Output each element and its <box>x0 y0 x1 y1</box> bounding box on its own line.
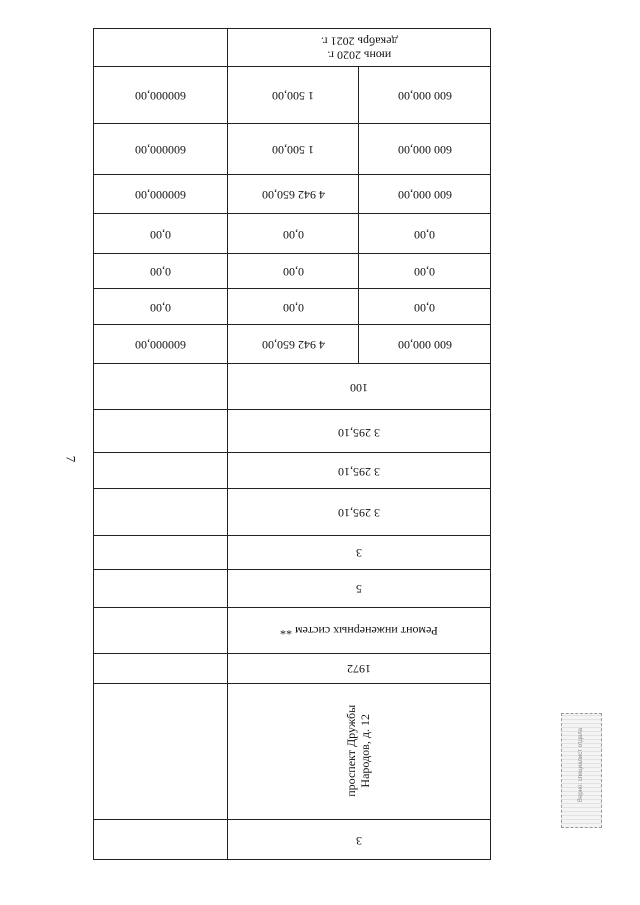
table-row <box>94 289 491 325</box>
stamp-text: Верно: специалист отдела <box>578 728 584 802</box>
period-start: июнь 2020 г. <box>327 48 391 63</box>
year-cell: 1972 <box>228 653 491 683</box>
table-row <box>94 364 491 410</box>
table-row <box>94 410 491 453</box>
table-row <box>94 214 491 254</box>
address-cell <box>228 683 491 819</box>
table-row <box>94 489 491 535</box>
table-cell: 0,00 <box>359 289 491 325</box>
table-cell: 100 <box>228 364 491 410</box>
table-row <box>94 569 491 607</box>
empty-cell <box>94 653 228 683</box>
document-table <box>93 28 491 860</box>
table-row <box>94 819 491 859</box>
table-cell: 3 295,10 <box>228 453 491 489</box>
empty-cell <box>94 569 228 607</box>
table-cell: 3 295,10 <box>228 489 491 535</box>
table-cell: 1 500,00 <box>228 124 359 175</box>
empty-cell <box>94 364 228 410</box>
work-type-cell: Ремонт инженерных систем ** <box>228 607 491 653</box>
table-cell: 0,00 <box>94 289 228 325</box>
table-row <box>94 653 491 683</box>
table-row <box>94 683 491 819</box>
table-cell: 0,00 <box>94 214 228 254</box>
table-cell: 0,00 <box>228 214 359 254</box>
table-cell: 4 942 650,00 <box>228 175 359 214</box>
table-cell: 600000,00 <box>94 175 228 214</box>
period-cell <box>228 29 491 67</box>
table-cell: 3 <box>228 535 491 569</box>
table-cell: 3 295,10 <box>228 410 491 453</box>
empty-cell <box>94 607 228 653</box>
table-cell: 600 000,00 <box>359 175 491 214</box>
empty-cell <box>94 410 228 453</box>
table-row <box>94 67 491 124</box>
table-cell: 600 000,00 <box>359 325 491 364</box>
table-row <box>94 175 491 214</box>
empty-cell <box>94 535 228 569</box>
table-cell: 0,00 <box>228 254 359 289</box>
table-cell: 5 <box>228 569 491 607</box>
table-cell: 600000,00 <box>94 124 228 175</box>
address-building: Народов, д. 12 <box>357 714 372 789</box>
table-cell: 4 942 650,00 <box>228 325 359 364</box>
empty-cell <box>94 683 228 819</box>
empty-cell <box>94 29 228 67</box>
row-number-cell: 3 <box>228 819 491 859</box>
table-cell: 0,00 <box>94 254 228 289</box>
empty-cell <box>94 453 228 489</box>
table-row <box>94 607 491 653</box>
table-cell: 600 000,00 <box>359 67 491 124</box>
table-row <box>94 325 491 364</box>
table-row <box>94 254 491 289</box>
stamp-seal <box>561 713 602 828</box>
table-row <box>94 124 491 175</box>
empty-cell <box>94 489 228 535</box>
empty-cell <box>94 819 228 859</box>
table-row <box>94 453 491 489</box>
period-end: декабрь 2021 г. <box>320 34 398 49</box>
table-cell: 0,00 <box>228 289 359 325</box>
table-row <box>94 29 491 67</box>
table-row <box>94 535 491 569</box>
table-cell: 0,00 <box>359 214 491 254</box>
table-cell: 1 500,00 <box>228 67 359 124</box>
table-cell: 600 000,00 <box>359 124 491 175</box>
table-cell: 0,00 <box>359 254 491 289</box>
table-cell: 600000,00 <box>94 325 228 364</box>
page-number: 7 <box>63 455 79 463</box>
address-street: проспект Дружбы <box>344 705 359 798</box>
table-cell: 600000,00 <box>94 67 228 124</box>
